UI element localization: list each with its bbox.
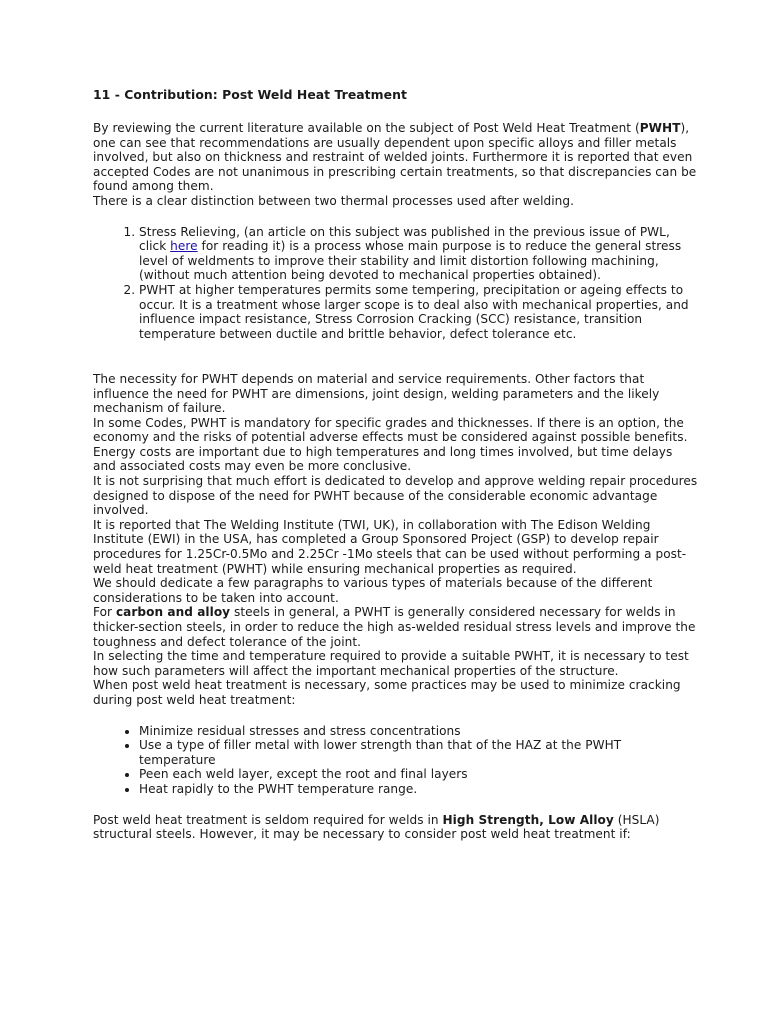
paragraph: When post weld heat treatment is necessary, some practices may be used to minimize cracking during post weld heat treatment: <box>93 678 681 707</box>
spacer <box>93 357 698 372</box>
list-item: • Minimize residual stresses and stress concentrations <box>139 724 698 739</box>
paragraph: In some Codes, PWHT is mandatory for specific grades and thicknesses. If there is an option, the economy and the risks of potential adverse effects must be considered against possible benefits. Energy costs are important due to high temperatures and long times involved, but time delays and associated costs may even be more conclusive. <box>93 415 688 474</box>
carbon-text-a: For <box>93 605 116 620</box>
list-item-text: Stress Relieving, (an article on this subject was published in the previous issue of PWL, click <box>139 224 670 254</box>
list-item: • Use a type of filler metal with lower strength than that of the HAZ at the PWHT temperature <box>139 738 698 767</box>
hsla-text-a: Post weld heat treatment is seldom required for welds in <box>93 812 443 827</box>
intro-paragraph <box>93 121 698 194</box>
intro-paragraph-2: There is a clear distinction between two thermal processes used after welding. <box>93 193 574 208</box>
here-link[interactable]: here <box>170 239 198 254</box>
list-item-stress-relieving <box>139 225 698 283</box>
numbered-list <box>93 225 698 342</box>
hsla-text-b: (HSLA) structural steels. However, it may be necessary to consider post weld heat treatment if: <box>93 812 660 842</box>
page-title: 11 - Contribution: Post Weld Heat Treatment <box>93 87 407 102</box>
intro-bold-pwht: PWHT <box>639 121 681 135</box>
list-item-pwht: 2. PWHT at higher temperatures permits some tempering, precipitation or ageing effects to occur. It is a treatment whose larger scope is to deal also with mechanical properties, and influence impact resistance, Stress Corrosion Cracking (SCC) resistance, transition temperature between ductile and brittle behavior, defect tolerance etc. <box>139 283 698 341</box>
paragraph: The necessity for PWHT depends on material and service requirements. Other factors that influence the need for PWHT are dimensions, joint design, welding parameters and the likely mechanism of failure. <box>93 371 660 416</box>
carbon-text-b: steels in general, a PWHT is generally considered necessary for welds in thicker-section steels, in order to reduce the high as-welded residual stress levels and improve the toughness and defect tolerance of the joint. <box>93 605 696 649</box>
list-item-text: for reading it) is a process whose main purpose is to reduce the general stress level of weldments to improve their stability and limit distortion following machining, (without much attention being devoted to mechanical properties obtained). <box>139 239 682 283</box>
list-item: • Heat rapidly to the PWHT temperature range. <box>139 782 698 797</box>
carbon-paragraph <box>93 605 698 649</box>
paragraph: It is reported that The Welding Institute (TWI, UK), in collaboration with The Edison Welding Institute (EWI) in the USA, has completed a Group Sponsored Project (GSP) to develop repair procedures for 1.25Cr-0.5Mo and 2.25Cr -1Mo steels that can be used without performing a post-weld heat treatment (PWHT) while ensuring mechanical properties as required. <box>93 517 687 576</box>
bullet-list <box>93 724 698 797</box>
paragraph: We should dedicate a few paragraphs to various types of materials because of the different considerations to be taken into account. <box>93 576 653 605</box>
carbon-bold: carbon and alloy <box>115 605 231 620</box>
paragraph: It is not surprising that much effort is dedicated to develop and approve welding repair procedures designed to dispose of the need for PWHT because of the considerable economic advantage involved. <box>93 474 698 518</box>
paragraph: In selecting the time and temperature required to provide a suitable PWHT, it is necessary to test how such parameters will affect the important mechanical properties of the structure. <box>93 649 689 678</box>
list-item: • Peen each weld layer, except the root and final layers <box>139 767 698 782</box>
hsla-paragraph <box>93 813 698 842</box>
intro-text-a: By reviewing the current literature available on the subject of Post Weld Heat Treatment ( <box>93 121 640 135</box>
hsla-bold: High Strength, Low Alloy <box>442 812 614 827</box>
intro-text-b: ), one can see that recommendations are usually dependent upon specific alloys and filler metals involved, but also on thickness and restraint of welded joints. Furthermore it is reported that even accepted Codes are not unanimous in prescribing certain treatments, so that discrepancies can be found among them. <box>93 121 697 194</box>
